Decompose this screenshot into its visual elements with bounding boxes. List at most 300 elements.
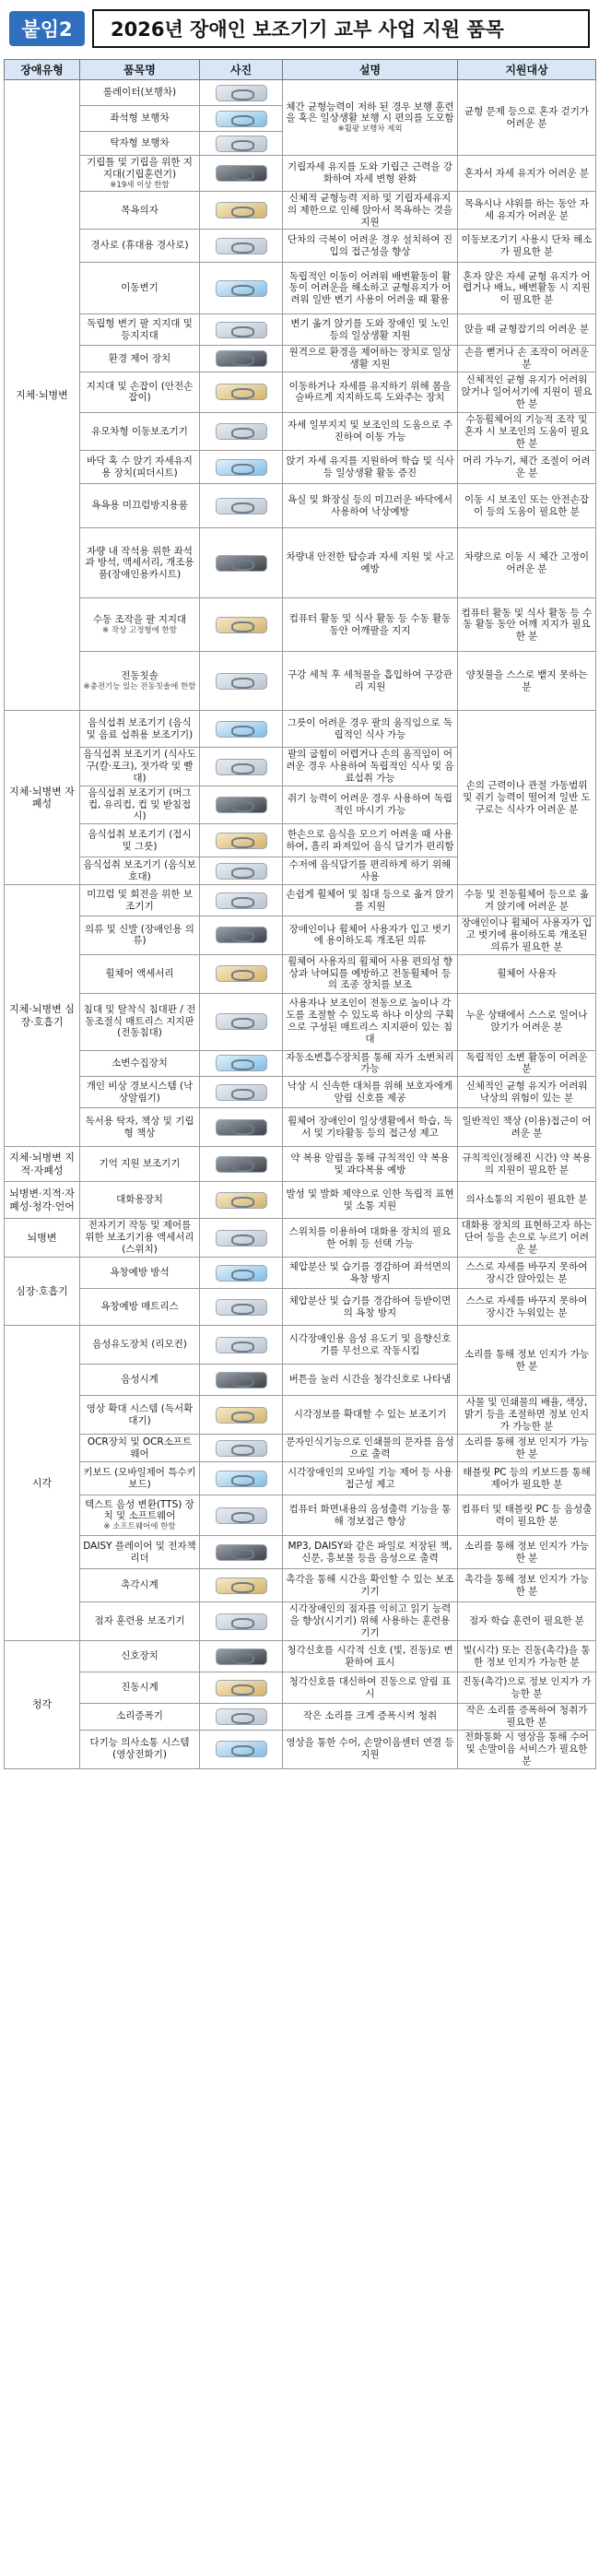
item-target-cell: 균형 문제 등으로 혼자 걷기가 어려운 분 [458,80,596,156]
product-image-icon [216,892,267,909]
item-target-cell: 컴퓨터 및 태블릿 PC 등 음성출력이 필요한 분 [458,1495,596,1536]
item-description-cell [283,824,458,857]
item-target-cell: 수동 및 전동휠체어 등으로 옮겨 앉기에 어려운 분 [458,885,596,916]
item-description: 발성 및 발화 제약으로 인한 독립적 표현 및 소통 지원 [286,1188,454,1211]
disability-type-cell: 심장·호흡기 [5,1258,80,1326]
item-name-cell [80,824,200,857]
item-photo [203,965,279,982]
item-photo [203,1578,279,1594]
product-image-icon [216,136,267,152]
item-photo [203,833,279,849]
item-description: 수저에 음식담기를 편리하게 하기 위해 사용 [288,858,452,882]
item-name: 유모차형 이동보조기기 [91,425,188,437]
item-description-cell [283,1536,458,1569]
item-name-cell [80,1536,200,1569]
item-target-cell: 양칫물을 스스로 뱉지 못하는 분 [458,652,596,711]
item-description: 단차의 극복이 어려운 경우 설치하여 진입의 접근성을 향상 [288,234,452,257]
item-photo-cell [200,598,283,652]
item-photo [203,350,279,367]
item-description: 버튼을 눌러 시간을 청각신호로 나타냄 [288,1374,452,1386]
item-description-cell [283,1050,458,1077]
item-name-cell [80,263,200,314]
item-description: 체압분산 및 습기를 경감하여 좌석면의 욕창 방지 [288,1260,452,1284]
item-name-cell [80,230,200,263]
item-description: 사용자나 보조인이 전동으로 높이나 각도를 조절할 수 있도록 하나 이상의 구획으로 구성된 매트리스 지지판이 있는 침대 [286,998,454,1045]
item-description: 이동하거나 자세를 유지하기 위해 몸을 슬바르게 지지하도록 도와주는 장치 [288,380,452,404]
table-row [5,1289,596,1326]
table-row [5,230,596,263]
product-image-icon [216,1648,267,1665]
item-description-cell [283,484,458,528]
item-photo [203,555,279,572]
item-photo [203,1230,279,1247]
product-image-icon [216,1372,267,1388]
disability-type-cell: 청각 [5,1641,80,1769]
table-body [5,80,596,1769]
product-image-icon [216,202,267,219]
item-target-cell: 휠체어 사용자 [458,954,596,993]
item-photo [203,202,279,219]
product-image-icon [216,1013,267,1030]
item-photo [203,280,279,297]
item-target-cell: 수동휠체어의 기능적 조작 및 혼자 시 보조인의 도움이 필요한 분 [458,412,596,450]
item-description: MP3, DAISY와 같은 파일로 저장된 책, 신문, 흥보물 등을 음성으로 출력 [288,1540,452,1564]
item-name: 영상 확대 시스템 (독서확대기) [86,1402,194,1426]
item-description-cell [283,748,458,786]
table-row [5,1495,596,1536]
item-photo-cell [200,1462,283,1495]
item-name: 기억 지원 보조기기 [99,1158,181,1170]
item-photo [203,1372,279,1388]
item-name-cell [80,451,200,484]
item-target-cell: 누운 상태에서 스스로 일어나 앉기가 어려운 분 [458,993,596,1050]
table-row [5,528,596,598]
product-image-icon [216,1741,267,1757]
item-name-cell [80,528,200,598]
product-image-icon [216,833,267,849]
item-name-cell [80,372,200,412]
item-photo-cell [200,1704,283,1731]
item-name: 기립틀 및 기립을 위한 지지대(기립훈련기) [87,157,193,180]
product-image-icon [216,165,267,182]
page-title: 2026년 장애인 보조기기 교부 사업 지원 품목 [92,9,590,48]
table-row [5,1326,596,1365]
item-photo-cell [200,106,283,132]
item-photo-cell [200,1108,283,1147]
item-description-cell [283,1704,458,1731]
item-description-cell [283,1219,458,1258]
item-photo [203,1741,279,1757]
item-photo [203,1084,279,1101]
item-target-cell: 이동 시 보조인 또는 안전손잡이 등의 도움이 필요한 분 [458,484,596,528]
item-name-cell [80,916,200,954]
item-name-note: ※ 소프트웨어에 한함 [103,1522,176,1532]
item-description: 촉각을 통해 시간을 확인할 수 있는 보조기기 [286,1573,454,1597]
product-image-icon [216,1055,267,1071]
item-name-cell [80,857,200,885]
item-name-note: ※ 작상 고정형에 한함 [102,626,177,636]
item-name: 음식섭취 보조기기 (머그컵, 유리컵, 컵 및 받침접시) [88,786,192,822]
item-photo-cell [200,132,283,156]
item-photo [203,927,279,943]
item-photo-cell [200,1641,283,1672]
item-name-note: ※19세 이상 한함 [110,180,170,190]
item-description-cell [283,346,458,372]
item-name: OCR장치 및 OCR소프트웨어 [87,1436,193,1459]
product-image-icon [216,1613,267,1630]
item-photo [203,617,279,633]
item-name: 독립형 변기 팔 지지대 및 등지지대 [87,318,193,341]
item-description: 휠체어 사용자의 휠체어 사용 편의성 향상과 낙여되를 예방하고 전동휠체어 등의 조종 장치를 보조 [288,955,452,991]
table-row [5,191,596,229]
item-description-cell [283,1462,458,1495]
item-photo-cell [200,993,283,1050]
product-image-icon [216,721,267,738]
table-row [5,711,596,748]
table-row [5,1672,596,1704]
product-image-icon [216,459,267,476]
product-image-icon [216,238,267,254]
item-photo [203,322,279,338]
item-target-cell: 혼자서 자세 유지가 어려운 분 [458,156,596,192]
item-name: 침대 및 탈착식 침대판 / 전동조절식 매트리스 지지판(전동침대) [83,1003,196,1039]
item-target-cell: 신체적인 균형 유지가 어려워 앉거나 일어서기에 지원이 필요한 분 [458,372,596,412]
item-target-cell: 대화용 장치의 표현하고자 하는 단어 등을 손으로 누르기 어려운 분 [458,1219,596,1258]
item-target-cell: 태블릿 PC 등의 키보드를 통해 제어가 필요한 분 [458,1462,596,1495]
disability-type-cell: 시각 [5,1326,80,1641]
support-items-table [4,59,596,1769]
item-description-cell [283,1326,458,1365]
item-name: 다기능 의사소통 시스템 (영상전화기) [89,1737,190,1761]
item-name-cell [80,1569,200,1602]
item-name: 의류 및 신발 (장애인용 의류) [85,923,194,947]
table-row [5,993,596,1050]
item-photo [203,498,279,514]
item-photo [203,721,279,738]
item-photo-cell [200,1365,283,1396]
item-photo-cell [200,1495,283,1536]
item-photo [203,892,279,909]
item-description-cell [283,652,458,711]
item-name: 진동시계 [121,1682,159,1694]
item-description: 앉기 자세 유지를 지원하여 학습 및 식사 등 일상생활 활동 증진 [286,455,454,479]
item-description: 시각장애인의 모바일 기능 제어 등 사용 접근성 제고 [288,1466,452,1490]
item-photo [203,863,279,880]
item-photo-cell [200,652,283,711]
item-photo-cell [200,1602,283,1641]
product-image-icon [216,673,267,690]
item-photo [203,1648,279,1665]
item-target-cell: 소리를 통해 정보 인지가 가능한 분 [458,1326,596,1396]
item-photo-cell [200,412,283,450]
table-row [5,1182,596,1219]
item-name: 전자기기 작동 및 제어를 위한 보조기기용 액세서리(스위치) [85,1220,194,1255]
product-image-icon [216,1471,267,1487]
item-name: 신호장치 [121,1650,159,1662]
product-image-icon [216,1265,267,1282]
table-row [5,451,596,484]
item-photo-cell [200,346,283,372]
item-photo-cell [200,372,283,412]
item-description: 팔의 굽힘이 어렵거나 손의 움직임이 어려운 경우 사용하여 독립적인 식사 및 음료섭취 가능 [286,749,454,784]
item-name-cell [80,885,200,916]
item-name: 지지대 및 손잡이 (안전손잡이) [86,380,194,404]
item-description: 구강 세척 후 세척물을 흡입하여 구강관리 지원 [288,669,452,692]
item-name-cell [80,1396,200,1435]
item-name-cell [80,80,200,106]
item-description-cell [283,993,458,1050]
item-name: 소리증폭기 [116,1710,163,1722]
item-photo [203,136,279,152]
item-photo-cell [200,314,283,346]
item-target-cell: 일반적인 책상 (이용)접근이 어려운 분 [458,1108,596,1147]
item-name: 키보드 (모바일제어 특수키보드) [83,1466,196,1490]
item-photo [203,384,279,400]
col-header-photo: 사진 [200,60,283,80]
item-description: 컴퓨터 활동 및 식사 활동 등 수동 활동 동안 어깨팔을 지지 [288,613,452,636]
item-name-cell [80,484,200,528]
item-name: 롤레이터(보행차) [102,87,177,99]
product-image-icon [216,280,267,297]
item-name-cell [80,1495,200,1536]
item-description: 한손으로 음식을 모으기 어려울 때 사용하여, 흘리 파져있어 음식 담기가 편리함 [286,828,454,852]
item-name: 자량 내 작석용 위한 좌석과 방석, 액세서리, 개조용품(장애인용카시트) [85,545,194,581]
table-row [5,1462,596,1495]
item-photo-cell [200,1435,283,1462]
item-name-cell [80,346,200,372]
item-name-cell [80,314,200,346]
item-name: DAISY 플레이어 및 전자책 리더 [83,1540,196,1564]
item-name: 휠체어 액세서리 [105,967,174,979]
product-image-icon [216,1440,267,1457]
product-image-icon [216,423,267,440]
item-description-cell [283,1602,458,1641]
item-description-cell [283,1435,458,1462]
product-image-icon [216,1119,267,1136]
item-name-cell [80,1219,200,1258]
item-photo [203,1708,279,1725]
item-photo-cell [200,1219,283,1258]
table-row [5,1258,596,1289]
product-image-icon [216,1156,267,1173]
item-photo-cell [200,484,283,528]
item-target-cell: 손의 근력이나 관절 가동범위 및 쥐기 능력이 떨어져 일반 도구로는 식사가 어려운 분 [458,711,596,885]
item-name-cell [80,1435,200,1462]
item-photo [203,1265,279,1282]
item-photo-cell [200,1536,283,1569]
item-description-cell [283,1396,458,1435]
item-name-cell [80,191,200,229]
item-name: 전동칫솔 [121,670,159,682]
item-name: 수동 조작을 팔 지지대 [92,614,187,626]
item-description: 낙상 시 신속한 대처를 위해 보호자에게 알림 신호를 제공 [288,1080,452,1104]
item-name: 경사로 (휴대용 경사로) [90,240,189,252]
table-row [5,1536,596,1569]
product-image-icon [216,617,267,633]
item-name: 환경 제어 장치 [108,352,171,364]
item-target-cell: 이동보조기기 사용시 단차 해소가 필요한 분 [458,230,596,263]
item-photo [203,238,279,254]
table-row [5,1050,596,1077]
item-photo-cell [200,885,283,916]
item-name: 소변수집장치 [112,1057,168,1069]
item-description-cell [283,1365,458,1396]
item-description: 욕실 및 화장실 등의 미끄러운 바닥에서 사용하여 낙상예방 [288,494,452,517]
item-description: 시각장애인용 음성 유도기 및 음향신호기를 무선으로 작동시킴 [288,1332,452,1356]
item-description-cell [283,372,458,412]
item-description: 자동소변흡수장치를 통해 자가 소변처리 가능 [286,1051,454,1075]
table-row [5,1147,596,1182]
disability-type-cell: 뇌병변 [5,1219,80,1258]
item-description: 시각정보를 확대할 수 있는 보조기기 [293,1409,447,1421]
item-photo-cell [200,191,283,229]
item-description-note: ※휠팡 보행차 제외 [337,124,403,135]
item-photo-cell [200,1147,283,1182]
item-name-cell [80,106,200,132]
item-description: 손쉽게 휠체어 및 침대 등으로 옮겨 앉기를 지원 [286,888,454,912]
item-name-cell [80,1050,200,1077]
item-photo-cell [200,1730,283,1768]
item-photo-cell [200,824,283,857]
item-name-cell [80,156,200,192]
item-name: 욕창예방 방석 [110,1267,170,1279]
item-target-cell: 장애인이나 휠체어 사용자가 입고 벗기에 용이하도록 개조된 의류가 필요한 분 [458,916,596,954]
product-image-icon [216,797,267,813]
item-name: 독서용 탁자, 책상 및 기립형 책상 [85,1115,194,1139]
item-name-cell [80,993,200,1050]
item-photo [203,1507,279,1524]
product-image-icon [216,1084,267,1101]
col-header-target: 지원대상 [458,60,596,80]
item-target-cell: 독립적인 소변 활동이 어려운 분 [458,1050,596,1077]
item-target-cell: 소리를 통해 정보 인지가 가능한 분 [458,1435,596,1462]
item-photo [203,1299,279,1316]
item-description-cell [283,1495,458,1536]
item-photo-cell [200,1077,283,1108]
item-description-cell [283,191,458,229]
item-photo [203,459,279,476]
item-name: 촉각시계 [121,1579,159,1591]
item-photo-cell [200,786,283,823]
product-image-icon [216,965,267,982]
item-description: 청각신호를 대신하여 진동으로 알림 표시 [288,1675,452,1699]
item-name-cell [80,954,200,993]
product-image-icon [216,1544,267,1561]
item-target-cell: 소리를 통해 정보 인지가 가능한 분 [458,1536,596,1569]
item-description-cell [283,1672,458,1704]
table-row [5,412,596,450]
item-name: 욕창예방 매트리스 [100,1301,179,1313]
item-description: 휠체어 장애인이 일상생활에서 학습, 독서 및 기타활동 등의 접근성 제고 [288,1115,452,1139]
item-name: 미끄럼 및 회전을 위한 보조기기 [87,888,193,912]
item-description: 자세 일부지지 및 보조인의 도움으로 주진하여 이동 가능 [288,419,452,443]
item-photo [203,1544,279,1561]
product-image-icon [216,350,267,367]
table-row [5,263,596,314]
item-description-cell [283,451,458,484]
item-photo [203,673,279,690]
item-description-cell [283,711,458,748]
item-photo-cell [200,1258,283,1289]
item-photo-cell [200,1050,283,1077]
item-name: 목욕의자 [121,204,159,216]
table-row [5,314,596,346]
item-target-cell: 전화통화 시 영상을 통해 수어 및 손말이음 서비스가 필요한 분 [458,1730,596,1768]
item-photo-cell [200,1569,283,1602]
table-row [5,652,596,711]
item-description-cell [283,80,458,156]
item-description: 영상을 통한 수어, 손말이음센터 연결 등 지원 [286,1737,454,1761]
product-image-icon [216,1708,267,1725]
item-description: 원격으로 환경을 제어하는 장치로 일상생활 지원 [288,347,452,371]
item-name: 음식섭취 보조기기 (음식보호대) [83,858,196,882]
item-photo-cell [200,80,283,106]
item-description: 시각장애인의 점자를 익히고 읽기 능력을 향상(시기기) 위해 사용하는 훈련용 기기 [288,1603,452,1638]
item-name-cell [80,598,200,652]
product-image-icon [216,759,267,775]
table-row [5,1641,596,1672]
item-name-cell [80,711,200,748]
item-description-cell [283,885,458,916]
item-name-cell [80,132,200,156]
item-description-cell [283,954,458,993]
item-name: 음식섭취 보조기기 (접시 및 그릇) [88,828,192,852]
item-target-cell: 컴퓨터 활동 및 식사 활동 등 수동 활동 동안 어깨 지지가 필요한 분 [458,598,596,652]
item-name-cell [80,1462,200,1495]
disability-type-cell: 지체·뇌병변 자폐성 [5,711,80,885]
item-description-cell [283,1108,458,1147]
item-description-cell [283,314,458,346]
item-photo [203,423,279,440]
item-target-cell: 사물 및 인쇄물의 배율, 색상, 밝기 등을 조절하면 정보 인지가 가능한 분 [458,1396,596,1435]
item-target-cell: 혼자 앉은 자세 균형 유지가 어렵거나 배뇨, 배변활동 시 지원이 필요한 분 [458,263,596,314]
item-name: 점자 훈련용 보조기기 [94,1615,185,1627]
product-image-icon [216,863,267,880]
item-name-cell [80,1602,200,1641]
product-image-icon [216,1299,267,1316]
item-description-cell [283,1077,458,1108]
item-description: 기립자세 유지를 도와 기립근 근력을 강화하여 자세 변형 완화 [288,161,452,184]
item-name-cell [80,652,200,711]
table-row [5,1077,596,1108]
item-photo [203,1055,279,1071]
item-photo-cell [200,954,283,993]
item-photo [203,1119,279,1136]
table-row [5,156,596,192]
col-header-description: 설명 [283,60,458,80]
item-photo [203,1192,279,1209]
item-photo [203,85,279,101]
item-target-cell: 목욕시나 샤워를 하는 동안 자세 유지가 어려운 분 [458,191,596,229]
item-name-cell [80,1672,200,1704]
item-photo-cell [200,1672,283,1704]
table-row [5,1602,596,1641]
item-photo [203,1613,279,1630]
item-photo-cell [200,156,283,192]
item-photo [203,797,279,813]
product-image-icon [216,555,267,572]
item-name: 음식섭취 보조기기 (음식 및 음료 섭취용 보조기기) [86,717,194,740]
product-image-icon [216,498,267,514]
item-name-cell [80,1326,200,1365]
table-row [5,1396,596,1435]
col-header-type: 장애유형 [5,60,80,80]
item-name: 음성시계 [121,1374,159,1386]
item-description-cell [283,786,458,823]
item-description-cell [283,1182,458,1219]
item-description-cell [283,156,458,192]
table-row [5,954,596,993]
